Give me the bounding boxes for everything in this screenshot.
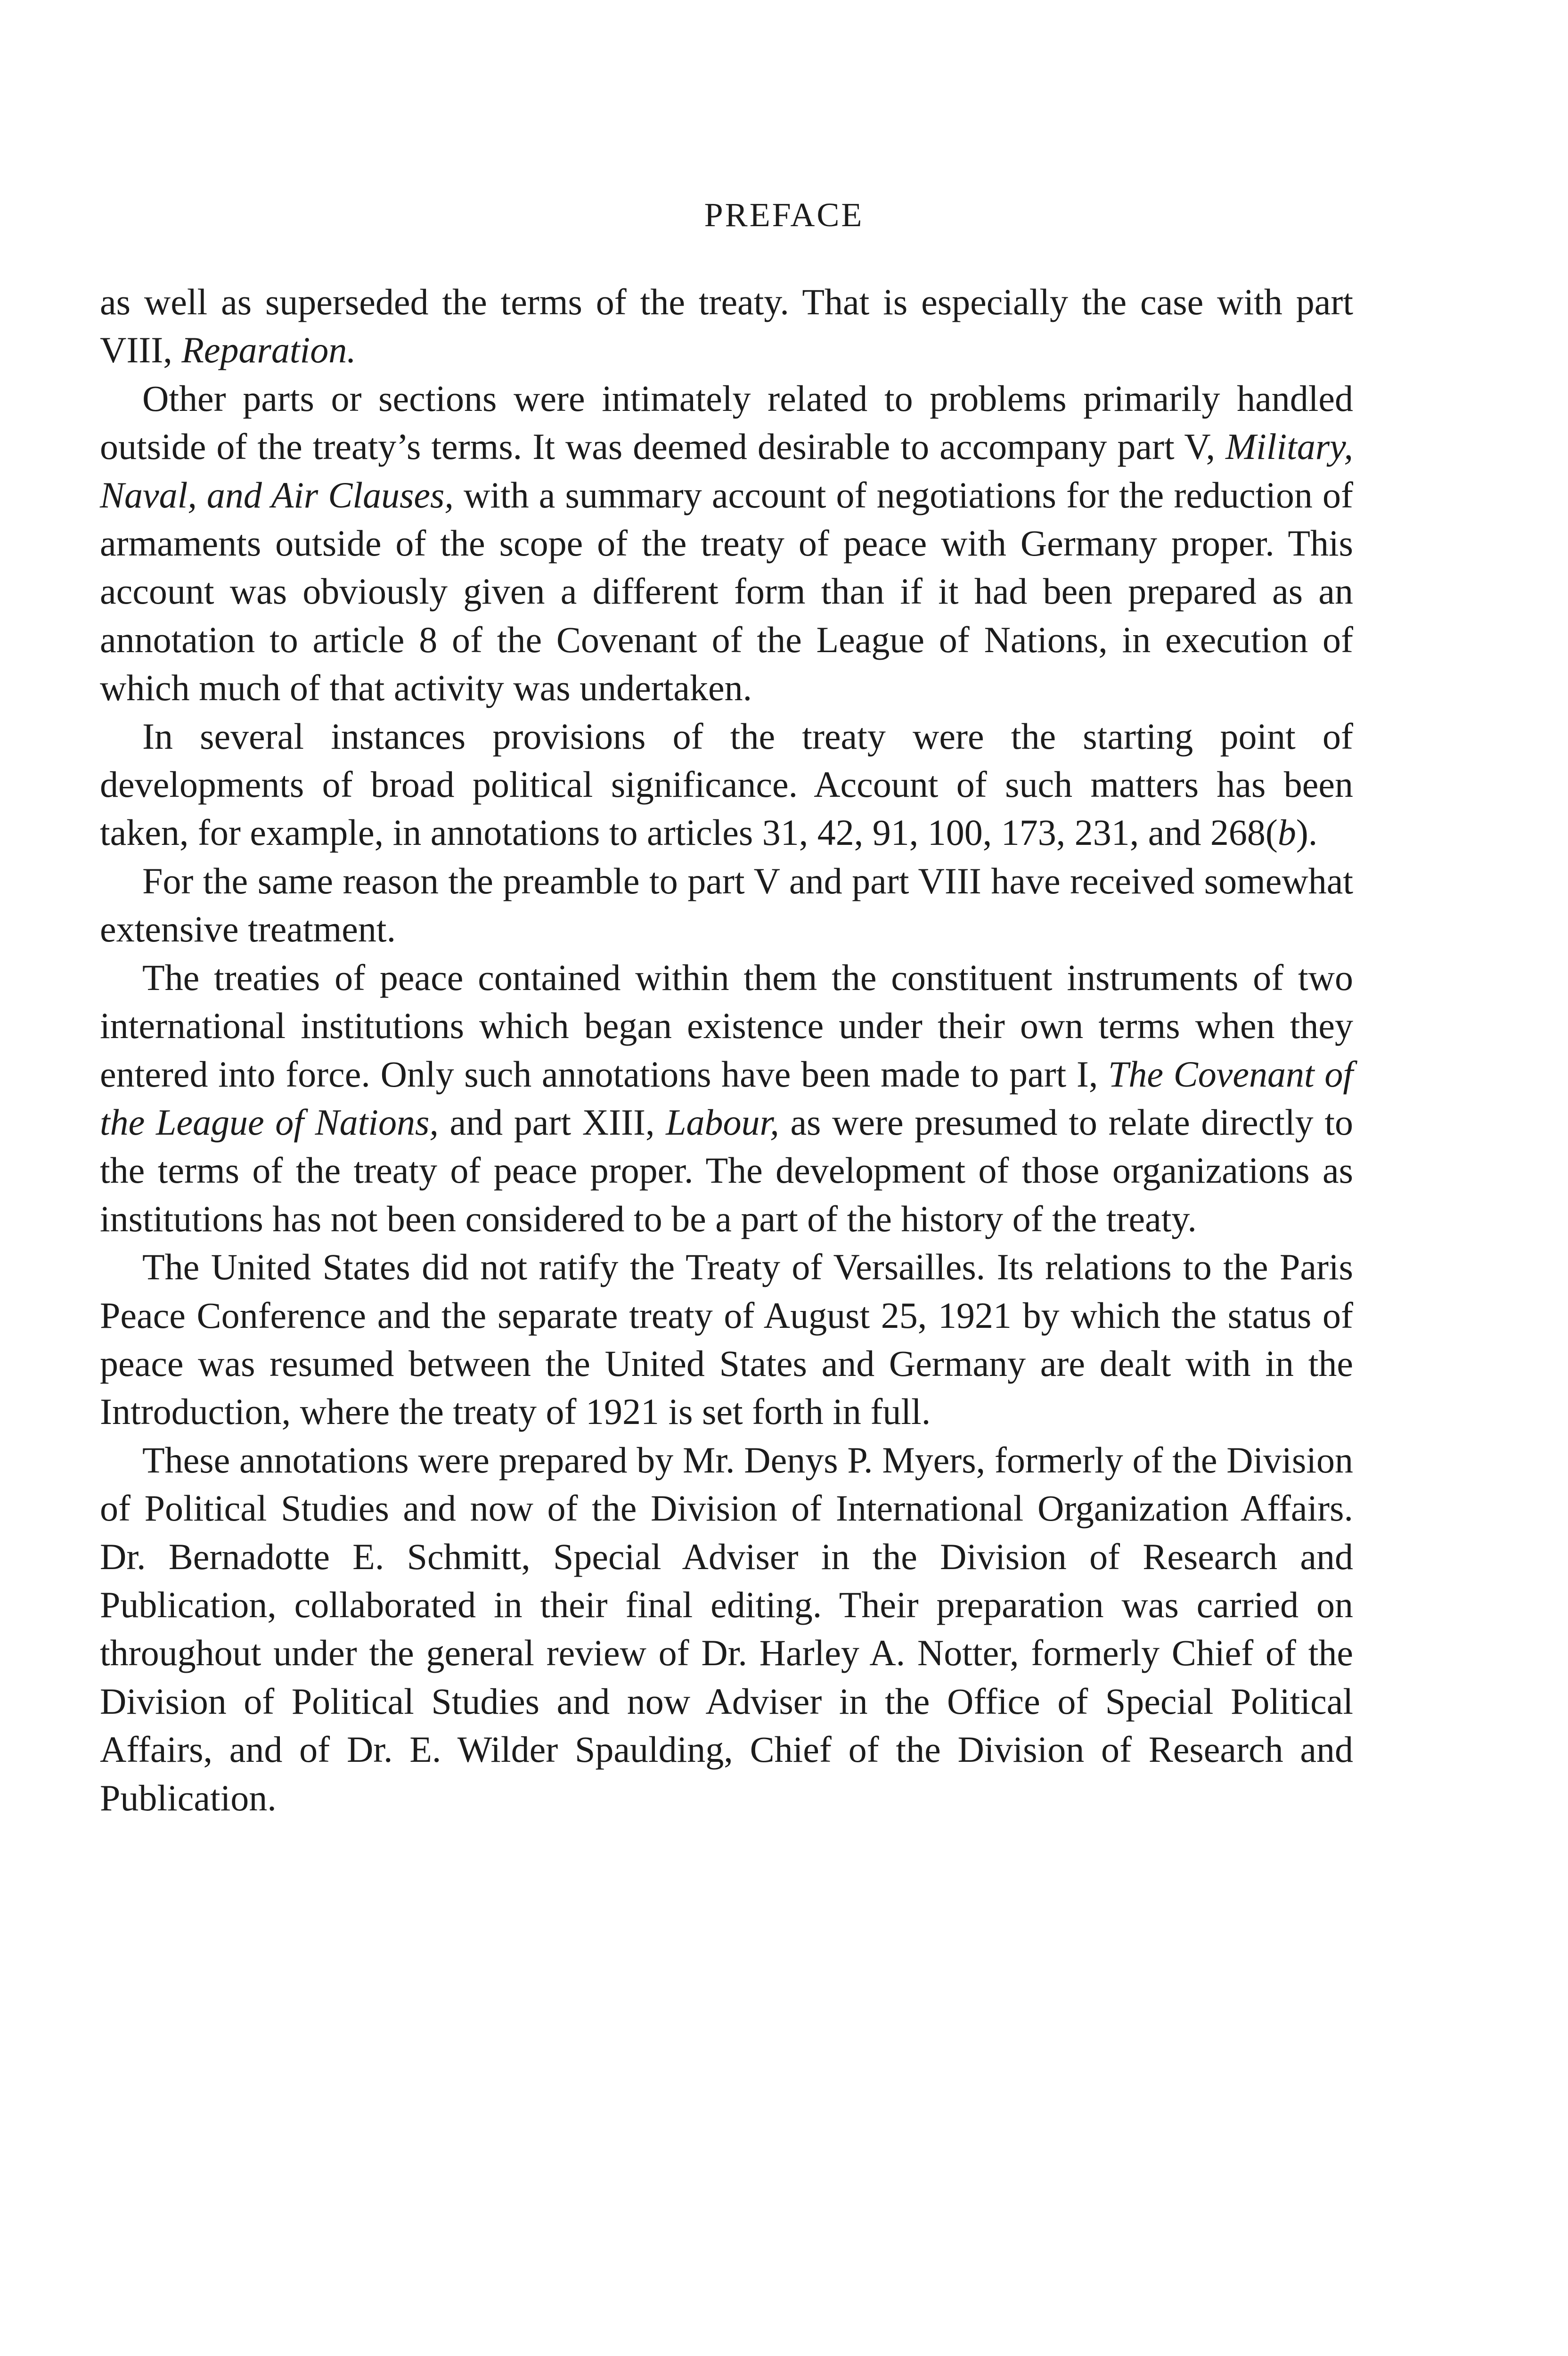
paragraph-text: ).: [1296, 812, 1318, 853]
paragraph-text: These annotations were prepared by Mr. Denys P. Myers, formerly of the Division of Political Studies and now of the Division of International Organization Affairs. Dr. Bernadotte E. Schmitt, Special Adviser in the Division of Research and Publication, collaborated in their final editing. Their preparation was carried on throughout under the general review of Dr. Harley A. Notter, formerly Chief of the Division of Political Studies and now Adviser in the Office of Special Political Affairs, and of Dr. E. Wilder Spaulding, Chief of the Division of Research and Publication.: [100, 1439, 1353, 1818]
paragraph-3: [100, 712, 1353, 857]
paragraph-7: [100, 1436, 1353, 1822]
preface-body: [100, 278, 1353, 1822]
paragraph-5: [100, 954, 1353, 1243]
italic-title-reparation: Reparation.: [181, 329, 356, 371]
paragraph-1: [100, 278, 1353, 375]
italic-letter-b: b: [1277, 812, 1296, 853]
italic-title-military-clauses: Military, Naval, and Air Clauses,: [100, 426, 1353, 515]
paragraph-text: with a summary account of negotiations for the reduction of armaments outside of the scope of the treaty of peace with Germany proper. This account was obviously given a different form than if it had been prepared as an annotation to article 8 of the Covenant of the League of Nations, in execution of which much of that activity was undertaken.: [100, 474, 1354, 709]
paragraph-text: and part XIII,: [438, 1101, 666, 1143]
paragraph-text: as were presumed to relate directly to the terms of the treaty of peace proper. The development of those organizations as institutions has not been considered to be a part of the history of the treaty.: [100, 1101, 1353, 1239]
paragraph-text: In several instances provisions of the treaty were the starting point of developments of broad political significance. Account of such matters has been taken, for example, in annotations to articles 31, 42, 91, 100, 173, 231, and 268(: [100, 715, 1353, 853]
paragraph-text: The United States did not ratify the Treaty of Versailles. Its relations to the Paris Peace Conference and the separate treaty of August 25, 1921 by which the status of peace was resumed between the United States and Germany are dealt with in the Introduction, where the treaty of 1921 is set forth in full.: [100, 1246, 1353, 1432]
paragraph-2: [100, 375, 1353, 712]
paragraph-text: For the same reason the preamble to part V and part VIII have received somewhat extensive treatment.: [100, 860, 1353, 950]
paragraph-text: Other parts or sections were intimately related to problems primarily handled outside of the treaty’s terms. It was deemed desirable to accompany part V,: [100, 377, 1353, 467]
italic-title-covenant: The Covenant of the League of Nations,: [100, 1053, 1354, 1143]
paragraph-4: [100, 857, 1353, 954]
running-head: PREFACE: [704, 196, 864, 234]
paragraph-text: The treaties of peace contained within them the constituent instruments of two international institutions which began existence under their own terms when they entered into force. Only such annotations have been made to part I,: [100, 957, 1353, 1095]
paragraph-6: [100, 1243, 1353, 1436]
italic-title-labour: Labour,: [666, 1101, 779, 1143]
paragraph-text: as well as superseded the terms of the treaty. That is especially the case with part VIII,: [100, 281, 1353, 371]
